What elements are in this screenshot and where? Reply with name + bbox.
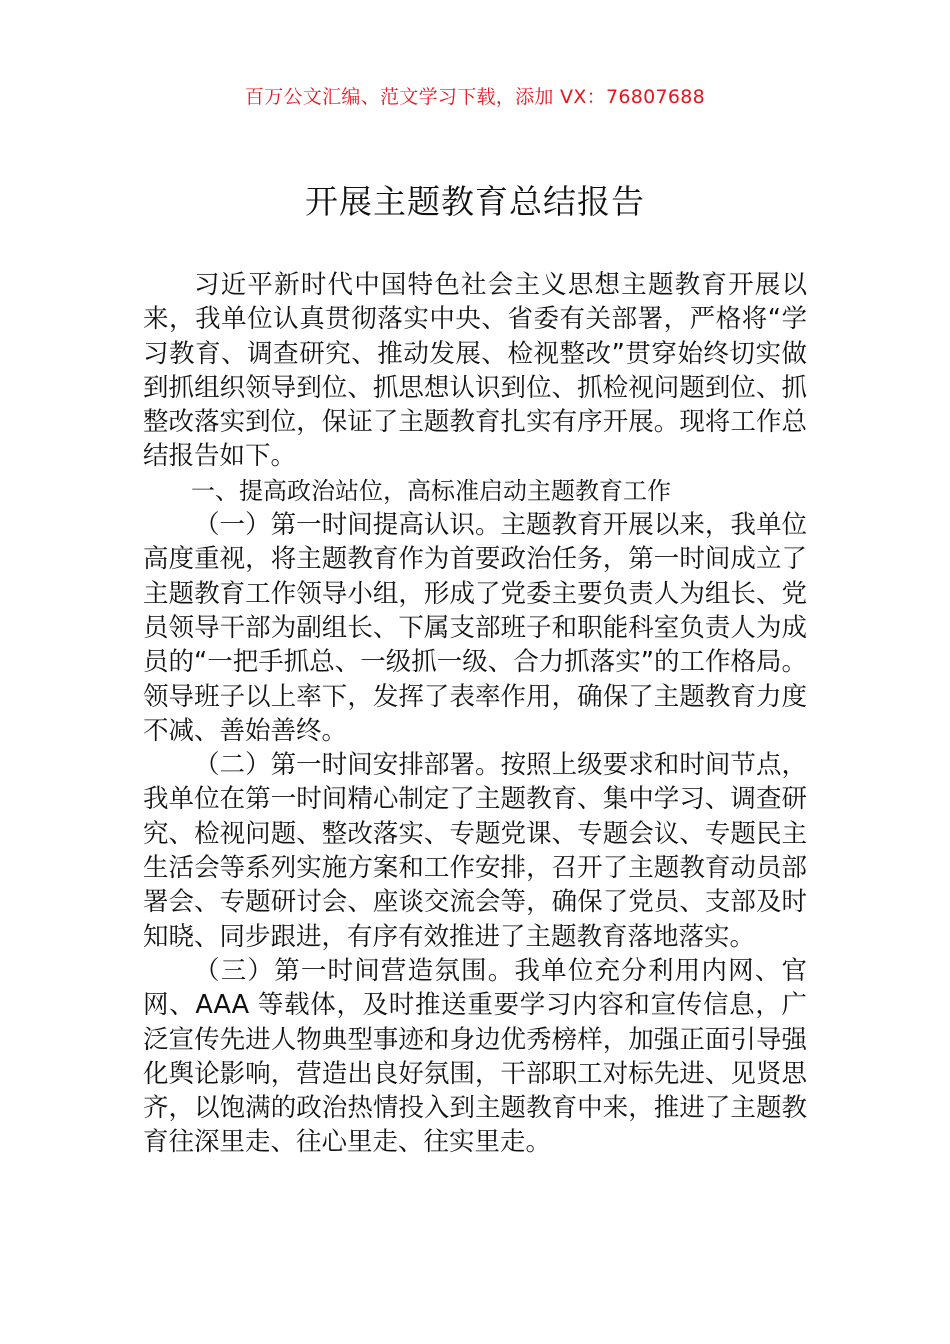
paragraph-1-2: （二）第一时间安排部署。按照上级要求和时间节点，我单位在第一时间精心制定了主题教育、集中学习、调查研究、检视问题、整改落实、专题党课、专题会议、专题民主生活会等系列实施方案和工作安排，召开了主题教育动员部署会、专题研讨会、座谈交流会等，确保了党员、支部及时知晓、同步跟进，有序有效推进了主题教育落地落实。	[143, 750, 807, 952]
document-body	[143, 268, 807, 1160]
paragraph-1-3: （三）第一时间营造氛围。我单位充分利用内网、官网、AAA 等载体，及时推送重要学习内容和宣传信息，广泛宣传先进人物典型事迹和身边优秀榜样，加强正面引导强化舆论影响，营造出良好氛围，干部职工对标先进、见贤思齐，以饱满的政治热情投入到主题教育中来，推进了主题教育往深里走、往心里走、往实里走。	[143, 955, 807, 1158]
paragraph-1-1: （一）第一时间提高认识。主题教育开展以来，我单位高度重视，将主题教育作为首要政治任务，第一时间成立了主题教育工作领导小组，形成了党委主要负责人为组长、党员领导干部为副组长、下属支部班子和职能科室负责人为成员的“一把手抓总、一级抓一级、合力抓落实”的工作格局。领导班子以上率下，发挥了表率作用，确保了主题教育力度不减、善始善终。	[143, 510, 807, 746]
paragraph-intro: 习近平新时代中国特色社会主义思想主题教育开展以来，我单位认真贯彻落实中央、省委有关部署，严格将“学习教育、调查研究、推动发展、检视整改”贯穿始终切实做到抓组织领导到位、抓思想认识到位、抓检视问题到位、抓整改落实到位，保证了主题教育扎实有序开展。现将工作总结报告如下。	[143, 270, 807, 472]
header-banner: 百万公文汇编、范文学习下载，添加 VX：76807688	[244, 86, 706, 108]
document-title: 开展主题教育总结报告	[305, 182, 645, 221]
section-heading-1: 一、提高政治站位，高标准启动主题教育工作	[191, 476, 671, 505]
